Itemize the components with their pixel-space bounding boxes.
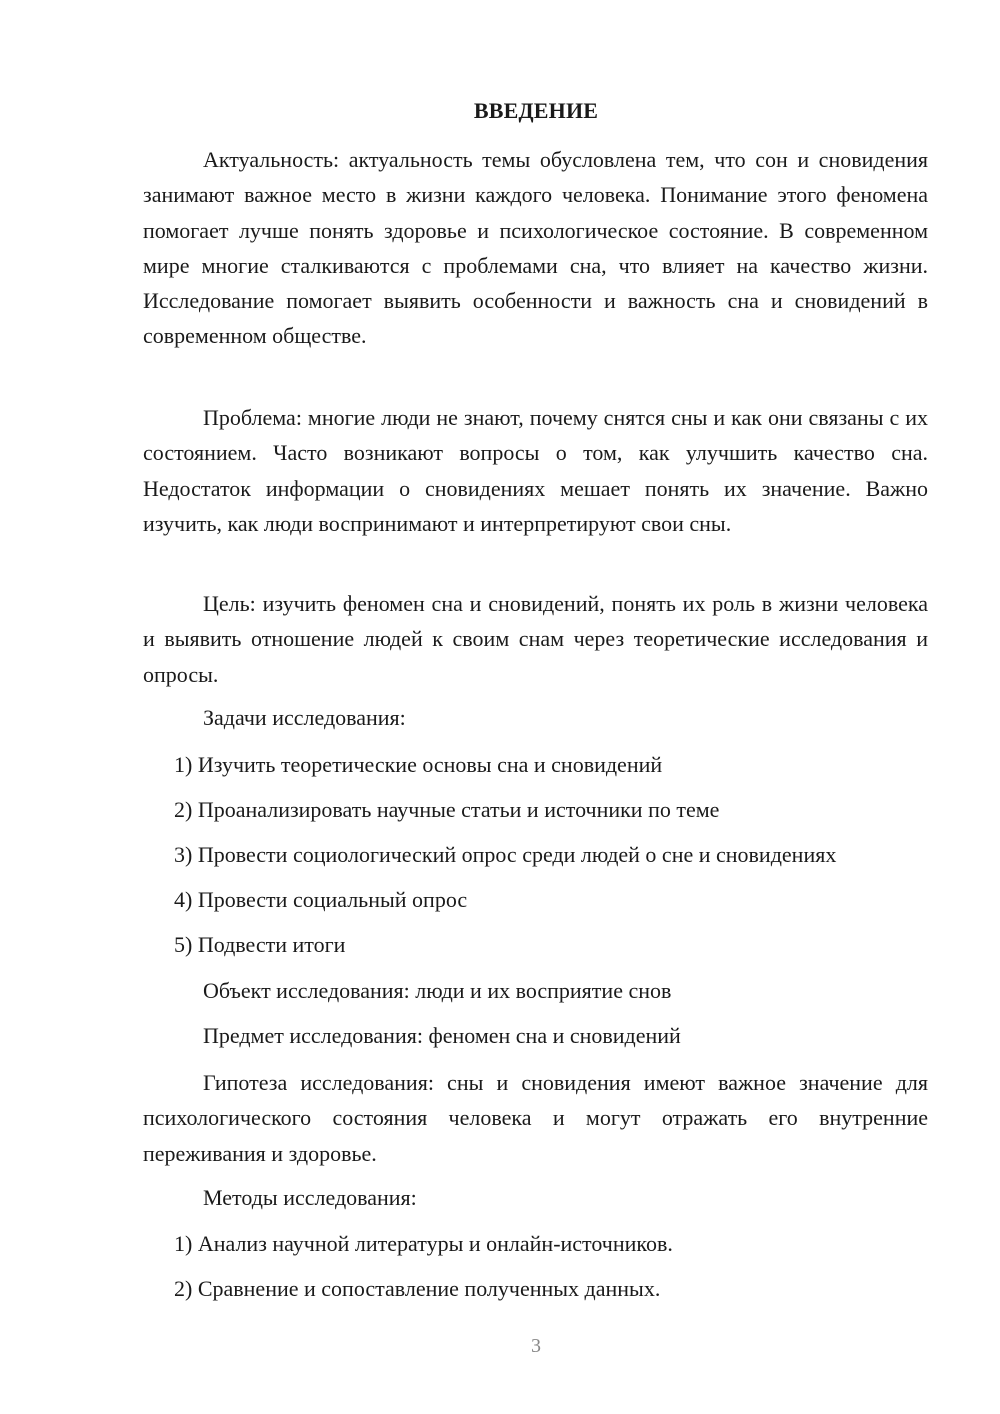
relevance-paragraph: Актуальность: актуальность темы обусловлена тем, что сон и сновидения занимают важное место в жизни каждого человека. Понимание этого феномена помогает лучше понять здоровье и психологическое состояние. В современном мире многие сталкиваются с проблемами сна, что влияет на качество жизни. Исследование помогает выявить особенности и важность сна и сновидений в современном обществе.: [143, 147, 928, 349]
research-subject: Предмет исследования: феномен сна и сновидений: [203, 1023, 681, 1048]
page-number: 3: [531, 1335, 541, 1357]
task-item-2: 2) Проанализировать научные статьи и источники по теме: [174, 797, 720, 822]
problem-paragraph: Проблема: многие люди не знают, почему снятся сны и как они связаны с их состоянием. Часто возникают вопросы о том, как улучшить качество сна. Недостаток информации о сновидениях мешает понять их значение. Важно изучить, как люди воспринимают и интерпретируют свои сны.: [143, 405, 928, 536]
task-item-1: 1) Изучить теоретические основы сна и сновидений: [174, 752, 663, 777]
tasks-title: Задачи исследования:: [203, 705, 406, 730]
research-object: Объект исследования: люди и их восприятие снов: [203, 978, 672, 1003]
task-item-5: 5) Подвести итоги: [174, 932, 346, 957]
page-title: ВВЕДЕНИЕ: [473, 98, 599, 123]
method-item-2: 2) Сравнение и сопоставление полученных данных.: [174, 1276, 661, 1301]
method-item-1: 1) Анализ научной литературы и онлайн-источников.: [174, 1231, 673, 1256]
task-item-3: 3) Провести социологический опрос среди людей о сне и сновидениях: [174, 842, 837, 867]
goal-paragraph: Цель: изучить феномен сна и сновидений, понять их роль в жизни человека и выявить отношение людей к своим снам через теоретические исследования и опросы.: [143, 591, 928, 687]
hypothesis-paragraph: Гипотеза исследования: сны и сновидения имеют важное значение для психологического состояния человека и могут отражать его внутренние переживания и здоровье.: [143, 1070, 928, 1166]
task-item-4: 4) Провести социальный опрос: [174, 887, 468, 912]
methods-title: Методы исследования:: [203, 1185, 417, 1210]
